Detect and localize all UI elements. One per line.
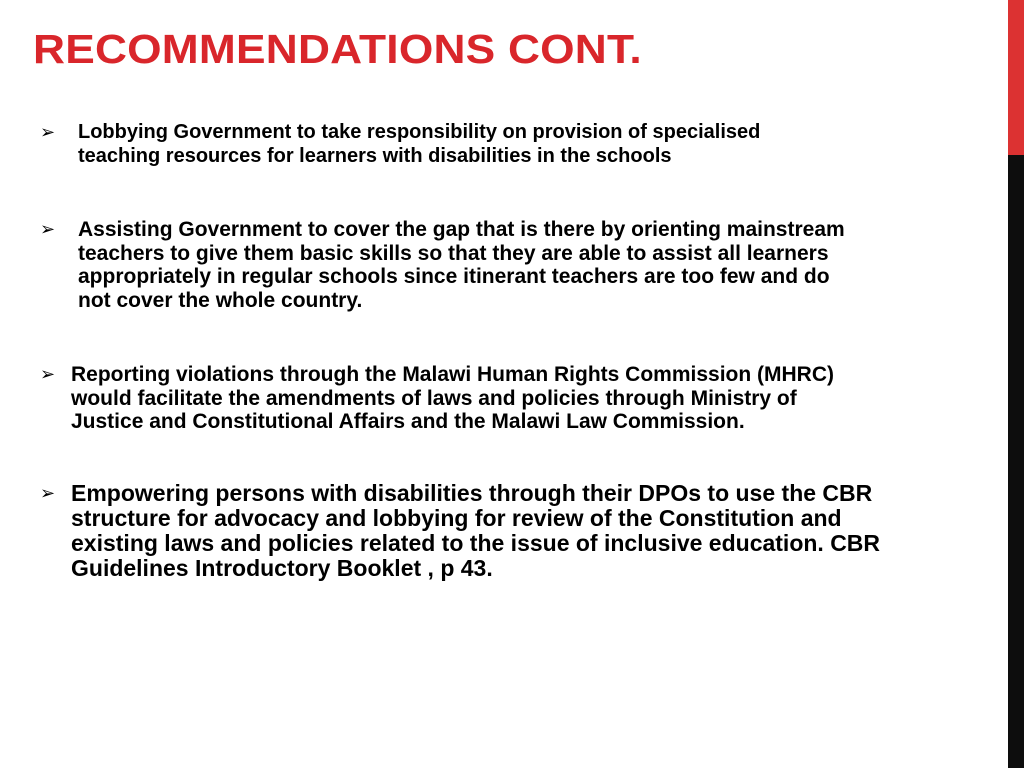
- bullet-line: appropriately in regular schools since itinerant teachers are too few and do: [78, 265, 830, 288]
- side-accent-bar-dark: [1008, 155, 1024, 768]
- bullet-line: would facilitate the amendments of laws and policies through Ministry of: [71, 386, 797, 410]
- bullet-text: [78, 218, 845, 312]
- bullet-line: Empowering persons with disabilities through their DPOs to use the CBR: [71, 480, 873, 506]
- side-accent-bar-red: [1008, 0, 1024, 155]
- slide-title: RECOMMENDATIONS CONT.: [33, 26, 642, 72]
- bullet-line: structure for advocacy and lobbying for review of the Constitution and: [71, 505, 842, 531]
- bullet-line: Justice and Constitutional Affairs and the Malawi Law Commission.: [71, 410, 745, 433]
- arrowhead-bullet-icon: ➢: [40, 122, 56, 142]
- arrowhead-bullet-icon: ➢: [40, 364, 56, 384]
- arrowhead-bullet-icon: ➢: [40, 483, 56, 503]
- bullet-line: Guidelines Introductory Booklet , p 43.: [71, 555, 493, 581]
- bullet-line: Lobbying Government to take responsibility on provision of specialised: [78, 121, 761, 143]
- bullet-line: teachers to give them basic skills so that they are able to assist all learners: [78, 241, 829, 265]
- bullet-text: [71, 363, 834, 434]
- bullet-line: not cover the whole country.: [78, 288, 363, 312]
- arrowhead-bullet-icon: ➢: [40, 219, 56, 239]
- bullet-line: Reporting violations through the Malawi Human Rights Commission (MHRC): [71, 363, 835, 386]
- bullet-line: Assisting Government to cover the gap that is there by orienting mainstream: [78, 218, 845, 241]
- bullet-line: teaching resources for learners with disabilities in the schools: [78, 145, 672, 167]
- bullet-text: [78, 120, 760, 168]
- bullet-line: existing laws and policies related to the issue of inclusive education. CBR: [71, 530, 881, 556]
- bullet-text: [71, 481, 880, 581]
